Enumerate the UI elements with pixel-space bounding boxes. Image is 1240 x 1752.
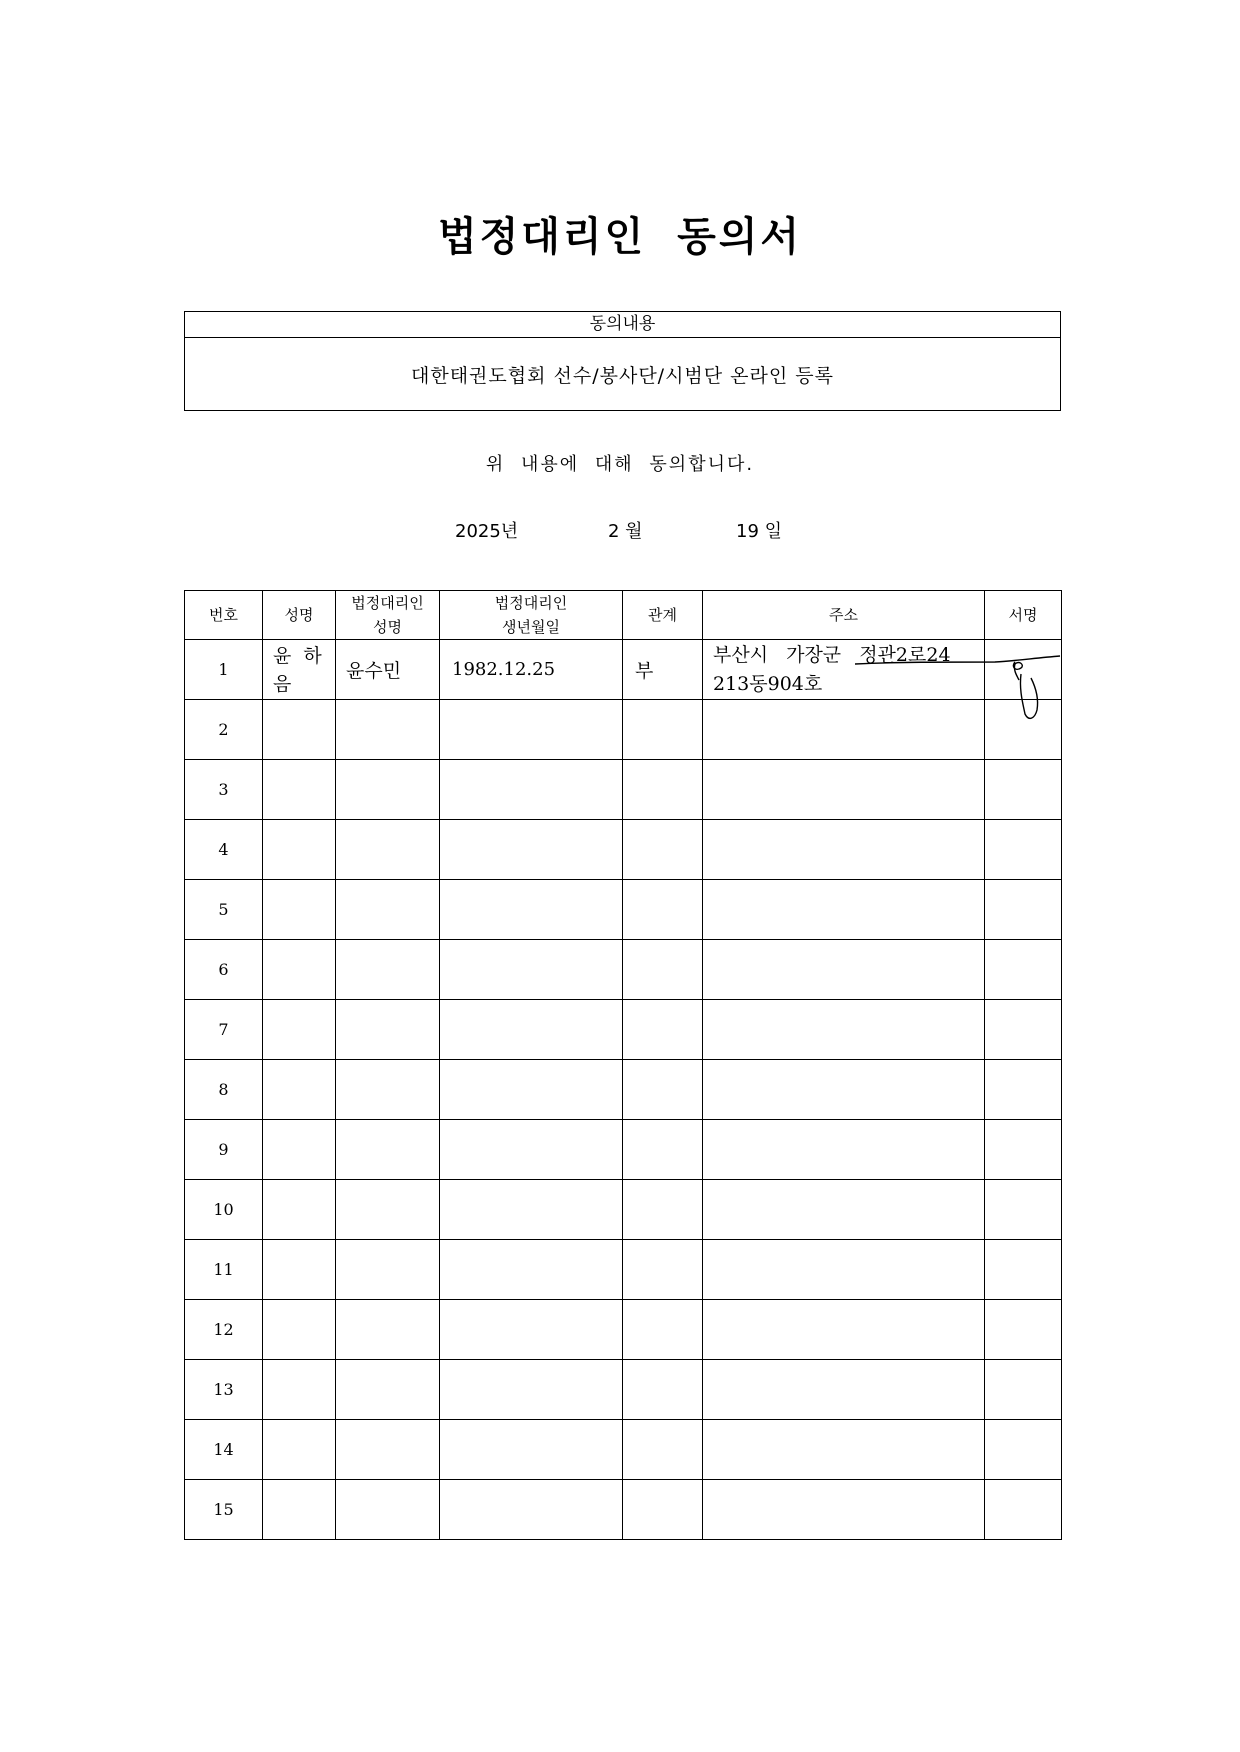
table-row [185,1240,1062,1300]
table-row [185,760,1062,820]
row-no: 4 [185,820,263,880]
row-no: 9 [185,1120,263,1180]
handwritten-signature [985,640,1105,740]
date-line [0,517,1240,543]
header-address: 주소 [703,591,985,640]
header-signature: 서명 [985,591,1062,640]
header-guardian-name-line2: 성명 [373,618,402,636]
row-no: 11 [185,1240,263,1300]
table-row [185,700,1062,760]
table-row [185,820,1062,880]
header-no: 번호 [185,591,263,640]
address-line1: 부산시 가장군 정관2로24 [713,643,951,666]
row-no: 14 [185,1420,263,1480]
table-row [185,940,1062,1000]
row-no: 7 [185,1000,263,1060]
header-guardian-name-line1: 법정대리인 [351,594,424,612]
row-no: 2 [185,700,263,760]
row-no: 8 [185,1060,263,1120]
table-row [185,880,1062,940]
table-row [185,1000,1062,1060]
row-no: 6 [185,940,263,1000]
header-guardian-name [336,591,440,640]
row-signature [985,640,1062,700]
row-name: 윤하음 [263,640,336,700]
table-header-row [185,591,1062,640]
agreement-statement: 위 내용에 대해 동의합니다. [485,454,755,475]
row-address [703,640,985,700]
consent-content: 대한태권도협회 선수/봉사단/시범단 온라인 등록 [410,364,834,387]
address-line2: 213동904호 [713,672,823,695]
header-relation: 관계 [623,591,703,640]
row-no: 1 [185,640,263,700]
header-name: 성명 [263,591,336,640]
row-relation: 부 [623,640,703,700]
row-guardian-birth: 1982.12.25 [440,640,623,700]
header-guardian-birth-line2: 생년월일 [502,618,560,636]
table-row [185,1120,1062,1180]
header-guardian-birth [440,591,623,640]
row-no: 13 [185,1360,263,1420]
table-row [185,1360,1062,1420]
row-no: 5 [185,880,263,940]
row-no: 15 [185,1480,263,1540]
table-row [185,1420,1062,1480]
table-row [185,1300,1062,1360]
table-row [185,1180,1062,1240]
table-row [185,640,1062,700]
header-guardian-birth-line1: 법정대리인 [494,594,568,612]
document-title: 법정대리인 동의서 [437,214,803,260]
table-row [185,1480,1062,1540]
table-row [185,1060,1062,1120]
date-month: 2 월 [608,521,643,542]
date-day: 19 일 [736,521,783,542]
row-no: 10 [185,1180,263,1240]
row-guardian-name: 윤수민 [336,640,440,700]
consent-box [184,311,1061,411]
date-year: 2025년 [455,521,519,542]
consent-header: 동의내용 [185,312,1060,338]
row-no: 3 [185,760,263,820]
guardian-table [184,590,1062,1540]
row-no: 12 [185,1300,263,1360]
